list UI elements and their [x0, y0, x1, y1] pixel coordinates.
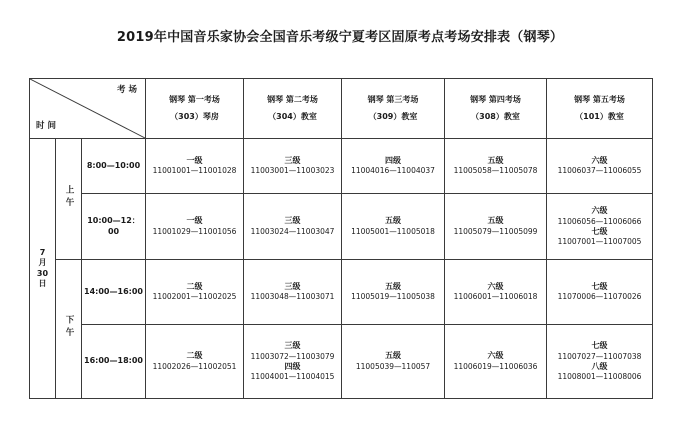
candidate-range: 11003024—11003047 — [250, 226, 335, 236]
exam-cell — [547, 260, 653, 325]
time-slot: 8:00—10:00 — [82, 139, 146, 194]
period-afternoon-label: 下午 — [64, 314, 75, 340]
candidate-range: 11004001—11004015 — [250, 371, 335, 381]
time-slot: 14:00—16:00 — [82, 260, 146, 325]
candidate-range: 11006001—11006018 — [453, 292, 538, 302]
exam-level: 六级 — [591, 155, 608, 165]
candidate-range: 11002001—11002025 — [152, 292, 237, 302]
period-cell-morning — [56, 139, 82, 260]
room-header-3 — [342, 79, 445, 139]
date-cell — [30, 139, 56, 399]
period-cell-afternoon — [56, 260, 82, 399]
schedule-row — [30, 139, 653, 194]
candidate-range: 11001001—11001028 — [152, 166, 237, 176]
exam-level: 一级 — [186, 216, 203, 226]
room-name: 钢琴 第二考场 — [267, 95, 318, 105]
candidate-range: 11007027—11007038 — [557, 351, 642, 361]
room-header-1 — [146, 79, 244, 139]
exam-cell — [146, 194, 244, 260]
candidate-range: 11005079—11005099 — [453, 226, 538, 236]
header-row — [30, 79, 653, 139]
room-name: 钢琴 第四考场 — [470, 95, 521, 105]
exam-cell — [547, 325, 653, 399]
corner-time-label: 时 间 — [36, 120, 56, 131]
corner-room-label: 考 场 — [117, 85, 138, 95]
candidate-range: 11004016—11004037 — [351, 166, 435, 176]
exam-level: 五级 — [385, 216, 402, 226]
candidate-range: 11005058—11005078 — [453, 166, 538, 176]
room-number: （308）教室 — [471, 111, 520, 121]
date-day: 30 — [36, 268, 49, 278]
period-morning-label: 上午 — [64, 184, 75, 210]
exam-cell — [244, 139, 342, 194]
candidate-range: 11007001—11007005 — [557, 236, 642, 246]
exam-level: 三级 — [284, 216, 301, 226]
exam-cell — [547, 139, 653, 194]
candidate-range: 11006037—11006055 — [557, 166, 642, 176]
room-number: （309）教室 — [368, 111, 418, 121]
exam-level: 三级 — [284, 341, 301, 351]
exam-level: 四级 — [385, 155, 402, 165]
exam-cell — [342, 139, 445, 194]
exam-level: 八级 — [591, 361, 608, 371]
exam-level: 五级 — [385, 351, 402, 361]
exam-cell — [244, 325, 342, 399]
exam-cell — [146, 260, 244, 325]
exam-cell — [244, 194, 342, 260]
exam-cell — [342, 260, 445, 325]
exam-level: 五级 — [385, 281, 402, 291]
time-slot: 10:00—12：00 — [82, 194, 146, 260]
candidate-range: 11003072—11003079 — [250, 351, 335, 361]
room-header-2 — [244, 79, 342, 139]
exam-level: 三级 — [284, 281, 301, 291]
candidate-range: 11001029—11001056 — [152, 226, 237, 236]
room-number: （304）教室 — [268, 111, 317, 121]
exam-cell — [547, 194, 653, 260]
corner-header-cell — [30, 79, 146, 139]
candidate-range: 11005039—110057 — [355, 361, 431, 371]
candidate-range: 11005001—11005018 — [351, 226, 435, 236]
date-day-unit: 日 — [38, 278, 47, 288]
schedule-row — [30, 325, 653, 399]
exam-cell — [146, 139, 244, 194]
room-header-5 — [547, 79, 653, 139]
exam-cell — [445, 325, 547, 399]
exam-level: 五级 — [487, 155, 504, 165]
exam-level: 一级 — [186, 155, 203, 165]
exam-cell — [445, 194, 547, 260]
candidate-range: 11003048—11003071 — [250, 292, 335, 302]
date-month-unit: 月 — [38, 258, 47, 268]
room-name: 钢琴 第三考场 — [367, 95, 419, 105]
candidate-range: 11002026—11002051 — [152, 361, 237, 371]
exam-cell — [342, 325, 445, 399]
schedule-row — [30, 260, 653, 325]
candidate-range: 11005019—11005038 — [351, 292, 435, 302]
exam-level: 六级 — [591, 206, 608, 216]
exam-cell — [445, 139, 547, 194]
exam-level: 六级 — [487, 351, 504, 361]
exam-cell — [146, 325, 244, 399]
exam-level: 二级 — [186, 351, 203, 361]
exam-cell — [342, 194, 445, 260]
exam-level: 四级 — [284, 361, 301, 371]
schedule-table — [29, 78, 653, 399]
candidate-range: 11006019—11006036 — [453, 361, 538, 371]
exam-level: 七级 — [591, 226, 608, 236]
schedule-row — [30, 194, 653, 260]
exam-level: 三级 — [284, 155, 301, 165]
candidate-range: 11003001—11003023 — [250, 166, 335, 176]
page-title: 2019年中国音乐家协会全国音乐考级宁夏考区固原考点考场安排表（钢琴） — [116, 30, 564, 45]
date-month: 7 — [39, 247, 46, 257]
exam-level: 五级 — [487, 216, 504, 226]
exam-level: 七级 — [591, 341, 608, 351]
exam-level: 七级 — [591, 281, 608, 291]
room-name: 钢琴 第一考场 — [169, 95, 220, 105]
time-slot: 16:00—18:00 — [82, 325, 146, 399]
room-header-4 — [445, 79, 547, 139]
room-number: （303）琴房 — [170, 111, 219, 121]
candidate-range: 11008001—11008006 — [557, 371, 642, 381]
room-name: 钢琴 第五考场 — [574, 95, 625, 105]
room-number: （101）教室 — [575, 111, 624, 121]
exam-level: 六级 — [487, 281, 504, 291]
candidate-range: 11070006—11070026 — [557, 292, 642, 302]
exam-cell — [445, 260, 547, 325]
candidate-range: 11006056—11006066 — [557, 216, 642, 226]
exam-cell — [244, 260, 342, 325]
exam-level: 二级 — [186, 281, 203, 291]
